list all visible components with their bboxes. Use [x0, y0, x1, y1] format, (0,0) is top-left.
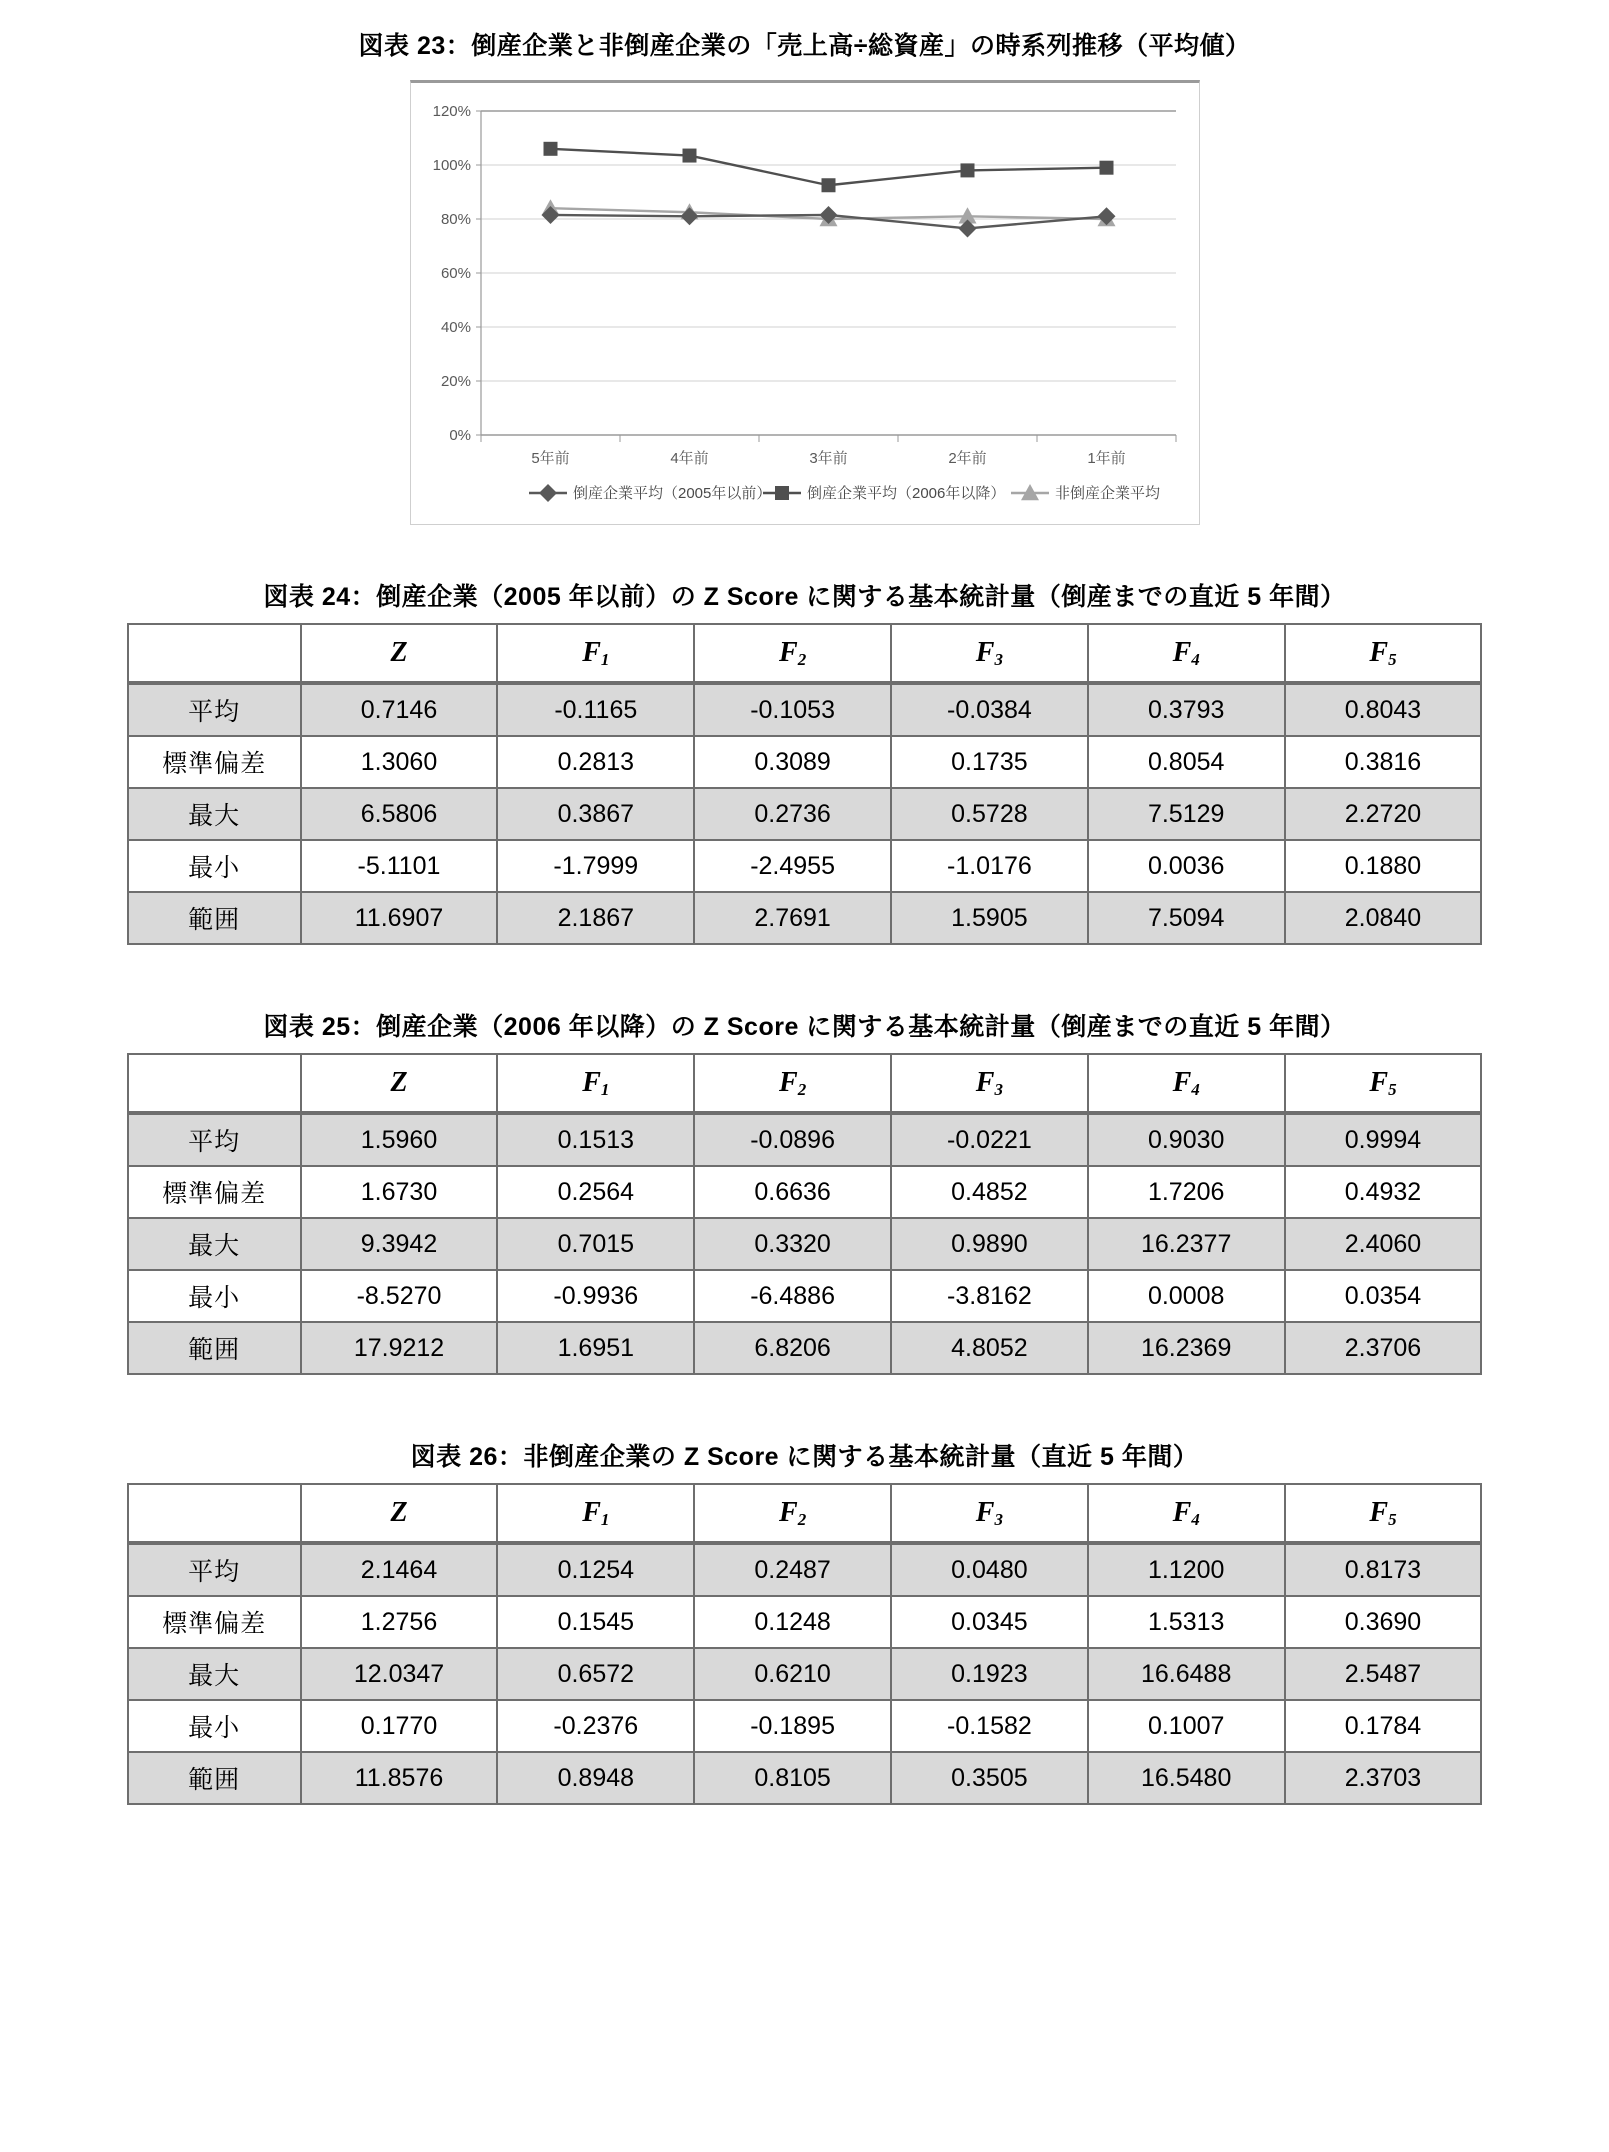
cell-f3: -1.0176 — [891, 840, 1088, 892]
table-row — [128, 1596, 1482, 1648]
cell-z: 9.3942 — [301, 1218, 498, 1270]
column-header-f5 — [1285, 1054, 1482, 1113]
row-label: 範囲 — [128, 1752, 301, 1804]
corner-cell — [128, 624, 301, 683]
symbol-f: $F_1$ — [582, 636, 610, 669]
spacer-top — [0, 0, 1609, 26]
column-header-f4 — [1088, 1054, 1285, 1113]
cell-z: 0.7146 — [301, 683, 498, 736]
symbol-f: $F_4$ — [1172, 1066, 1200, 1099]
row-label: 最小 — [128, 1700, 301, 1752]
cell-f3: -0.0384 — [891, 683, 1088, 736]
table-25-header — [128, 1054, 1482, 1113]
x-axis-tick-label: 1年前 — [1086, 450, 1126, 467]
cell-f1: 0.1545 — [497, 1596, 694, 1648]
symbol-z: Z — [390, 637, 408, 668]
x-axis-tick-label: 5年前 — [530, 450, 570, 467]
cell-f5: 0.1784 — [1285, 1700, 1482, 1752]
row-label: 最大 — [128, 788, 301, 840]
x-axis-tick-label: 3年前 — [808, 450, 848, 467]
cell-f5: 0.3690 — [1285, 1596, 1482, 1648]
symbol-f: $F_5$ — [1369, 1496, 1397, 1529]
column-header-f5 — [1285, 624, 1482, 683]
table-row — [128, 788, 1482, 840]
cell-f3: 0.0345 — [891, 1596, 1088, 1648]
cell-z: 1.6730 — [301, 1166, 498, 1218]
cell-f1: 0.2813 — [497, 736, 694, 788]
legend-marker — [539, 484, 557, 502]
table-row — [128, 1113, 1482, 1166]
cell-f2: 0.1248 — [694, 1596, 891, 1648]
cell-f5: 0.4932 — [1285, 1166, 1482, 1218]
cell-f2: -0.1053 — [694, 683, 891, 736]
data-point-marker — [960, 163, 974, 177]
y-axis-tick-label: 20% — [440, 373, 471, 390]
cell-f1: 0.1254 — [497, 1543, 694, 1596]
cell-z: 6.5806 — [301, 788, 498, 840]
column-header-f1 — [497, 1484, 694, 1543]
x-axis-tick-label: 2年前 — [947, 450, 987, 467]
x-axis-tick-label: 4年前 — [669, 450, 709, 467]
column-header-f3 — [891, 1054, 1088, 1113]
cell-z: 11.8576 — [301, 1752, 498, 1804]
symbol-f: $F_4$ — [1172, 1496, 1200, 1529]
symbol-f: $F_1$ — [582, 1066, 610, 1099]
cell-f1: -0.2376 — [497, 1700, 694, 1752]
table-header-row — [128, 1484, 1482, 1543]
cell-f4: 0.8054 — [1088, 736, 1285, 788]
symbol-z: Z — [390, 1497, 408, 1528]
cell-f4: 7.5129 — [1088, 788, 1285, 840]
table-row — [128, 683, 1482, 736]
cell-f2: 0.8105 — [694, 1752, 891, 1804]
cell-f4: 16.2369 — [1088, 1322, 1285, 1374]
cell-z: 1.5960 — [301, 1113, 498, 1166]
y-axis-tick-label: 100% — [432, 157, 471, 174]
cell-z: 1.2756 — [301, 1596, 498, 1648]
table-26-body — [128, 1543, 1482, 1804]
spacer-24 — [0, 525, 1609, 577]
cell-f5: 2.3706 — [1285, 1322, 1482, 1374]
cell-f3: 0.3505 — [891, 1752, 1088, 1804]
cell-f4: 1.1200 — [1088, 1543, 1285, 1596]
figure-23-chart — [410, 80, 1200, 525]
column-header-f2 — [694, 1054, 891, 1113]
legend-marker — [775, 486, 789, 500]
column-header-f3 — [891, 1484, 1088, 1543]
cell-f1: 0.8948 — [497, 1752, 694, 1804]
cell-f2: -6.4886 — [694, 1270, 891, 1322]
cell-z: 0.1770 — [301, 1700, 498, 1752]
cell-f3: 0.1923 — [891, 1648, 1088, 1700]
cell-f4: 0.1007 — [1088, 1700, 1285, 1752]
table-row — [128, 1166, 1482, 1218]
symbol-f: $F_5$ — [1369, 1066, 1397, 1099]
y-axis-tick-label: 60% — [440, 265, 471, 282]
figure-24-title: 図表 24：倒産企業（2005 年以前）の Z Score に関する基本統計量（倒産までの直近 5 年間） — [263, 583, 1346, 611]
data-point-marker — [543, 142, 557, 156]
symbol-f: $F_3$ — [975, 636, 1003, 669]
row-label: 標準偏差 — [128, 736, 301, 788]
column-header-z — [301, 1054, 498, 1113]
corner-cell — [128, 1054, 301, 1113]
cell-f4: 1.5313 — [1088, 1596, 1285, 1648]
spacer-26 — [0, 1375, 1609, 1437]
column-header-f2 — [694, 624, 891, 683]
cell-f2: -0.1895 — [694, 1700, 891, 1752]
symbol-f: $F_3$ — [975, 1066, 1003, 1099]
y-axis-tick-label: 80% — [440, 211, 471, 228]
row-label: 最小 — [128, 840, 301, 892]
cell-f4: 16.6488 — [1088, 1648, 1285, 1700]
cell-f4: 1.7206 — [1088, 1166, 1285, 1218]
column-header-f1 — [497, 624, 694, 683]
cell-f1: 1.6951 — [497, 1322, 694, 1374]
legend-label: 倒産企業平均（2005年以前） — [572, 485, 771, 502]
cell-z: 12.0347 — [301, 1648, 498, 1700]
table-24-header — [128, 624, 1482, 683]
table-row — [128, 1218, 1482, 1270]
table-24-body — [128, 683, 1482, 944]
cell-z: -8.5270 — [301, 1270, 498, 1322]
cell-f2: 6.8206 — [694, 1322, 891, 1374]
cell-f4: 7.5094 — [1088, 892, 1285, 944]
cell-f5: 2.4060 — [1285, 1218, 1482, 1270]
table-header-row — [128, 624, 1482, 683]
y-axis-tick-label: 40% — [440, 319, 471, 336]
cell-f1: -0.1165 — [497, 683, 694, 736]
cell-z: -5.1101 — [301, 840, 498, 892]
cell-f5: 0.1880 — [1285, 840, 1482, 892]
cell-f5: 2.3703 — [1285, 1752, 1482, 1804]
row-label: 範囲 — [128, 892, 301, 944]
column-header-f4 — [1088, 624, 1285, 683]
cell-f2: 0.3320 — [694, 1218, 891, 1270]
legend-item-3 — [1011, 484, 1160, 502]
symbol-f: $F_3$ — [975, 1496, 1003, 1529]
cell-f3: 4.8052 — [891, 1322, 1088, 1374]
cell-f3: 1.5905 — [891, 892, 1088, 944]
cell-f1: 0.7015 — [497, 1218, 694, 1270]
cell-f3: 0.5728 — [891, 788, 1088, 840]
cell-z: 1.3060 — [301, 736, 498, 788]
cell-f2: 0.6636 — [694, 1166, 891, 1218]
cell-f2: 0.2487 — [694, 1543, 891, 1596]
column-header-f2 — [694, 1484, 891, 1543]
figure-26-table — [127, 1483, 1483, 1805]
figure-23-title: 図表 23：倒産企業と非倒産企業の「売上高÷総資産」の時系列推移（平均値） — [358, 32, 1251, 60]
cell-f5: 0.8043 — [1285, 683, 1482, 736]
figure-26-title: 図表 26：非倒産企業の Z Score に関する基本統計量（直近 5 年間） — [410, 1443, 1199, 1471]
cell-f3: -0.1582 — [891, 1700, 1088, 1752]
cell-f3: 0.9890 — [891, 1218, 1088, 1270]
table-25-body — [128, 1113, 1482, 1374]
legend-item-1 — [529, 484, 771, 502]
cell-f2: 2.7691 — [694, 892, 891, 944]
table-row — [128, 1700, 1482, 1752]
y-axis-tick-label: 0% — [448, 427, 471, 444]
cell-f4: 16.5480 — [1088, 1752, 1285, 1804]
data-point-marker — [1099, 161, 1113, 175]
cell-z: 2.1464 — [301, 1543, 498, 1596]
data-point-marker — [821, 178, 835, 192]
cell-f5: 0.3816 — [1285, 736, 1482, 788]
row-label: 標準偏差 — [128, 1166, 301, 1218]
cell-f5: 2.0840 — [1285, 892, 1482, 944]
cell-f4: 0.3793 — [1088, 683, 1285, 736]
data-point-marker — [682, 149, 696, 163]
cell-f3: -0.0221 — [891, 1113, 1088, 1166]
cell-f3: 0.4852 — [891, 1166, 1088, 1218]
symbol-f: $F_4$ — [1172, 636, 1200, 669]
row-label: 最大 — [128, 1648, 301, 1700]
corner-cell — [128, 1484, 301, 1543]
symbol-f: $F_5$ — [1369, 636, 1397, 669]
cell-f1: 0.3867 — [497, 788, 694, 840]
figure-24-table — [127, 623, 1483, 945]
line-chart-svg — [411, 83, 1199, 524]
table-row — [128, 1543, 1482, 1596]
cell-f2: -0.0896 — [694, 1113, 891, 1166]
cell-f4: 16.2377 — [1088, 1218, 1285, 1270]
cell-f5: 2.2720 — [1285, 788, 1482, 840]
row-label: 平均 — [128, 1113, 301, 1166]
cell-f1: -1.7999 — [497, 840, 694, 892]
cell-f5: 2.5487 — [1285, 1648, 1482, 1700]
table-row — [128, 840, 1482, 892]
symbol-z: Z — [390, 1067, 408, 1098]
cell-f2: 0.6210 — [694, 1648, 891, 1700]
y-axis-tick-label: 120% — [432, 103, 471, 120]
symbol-f: $F_1$ — [582, 1496, 610, 1529]
row-label: 標準偏差 — [128, 1596, 301, 1648]
column-header-f4 — [1088, 1484, 1285, 1543]
cell-f5: 0.8173 — [1285, 1543, 1482, 1596]
cell-f4: 0.0008 — [1088, 1270, 1285, 1322]
cell-f5: 0.0354 — [1285, 1270, 1482, 1322]
cell-z: 11.6907 — [301, 892, 498, 944]
table-row — [128, 736, 1482, 788]
legend-item-2 — [763, 484, 1005, 502]
table-header-row — [128, 1054, 1482, 1113]
cell-f1: 0.6572 — [497, 1648, 694, 1700]
cell-f4: 0.9030 — [1088, 1113, 1285, 1166]
column-header-z — [301, 624, 498, 683]
row-label: 平均 — [128, 1543, 301, 1596]
row-label: 平均 — [128, 683, 301, 736]
cell-f3: 0.0480 — [891, 1543, 1088, 1596]
spacer-25 — [0, 945, 1609, 1007]
cell-f2: 0.3089 — [694, 736, 891, 788]
symbol-f: $F_2$ — [779, 1496, 807, 1529]
symbol-f: $F_2$ — [779, 1066, 807, 1099]
symbol-f: $F_2$ — [779, 636, 807, 669]
column-header-f1 — [497, 1054, 694, 1113]
legend-label: 非倒産企業平均 — [1054, 485, 1160, 502]
row-label: 最小 — [128, 1270, 301, 1322]
table-row — [128, 1648, 1482, 1700]
cell-f5: 0.9994 — [1285, 1113, 1482, 1166]
row-label: 最大 — [128, 1218, 301, 1270]
cell-f4: 0.0036 — [1088, 840, 1285, 892]
column-header-f3 — [891, 624, 1088, 683]
table-row — [128, 892, 1482, 944]
cell-f1: 2.1867 — [497, 892, 694, 944]
cell-f2: -2.4955 — [694, 840, 891, 892]
cell-f2: 0.2736 — [694, 788, 891, 840]
cell-f1: 0.2564 — [497, 1166, 694, 1218]
cell-f1: 0.1513 — [497, 1113, 694, 1166]
cell-f3: 0.1735 — [891, 736, 1088, 788]
table-row — [128, 1752, 1482, 1804]
cell-f1: -0.9936 — [497, 1270, 694, 1322]
column-header-f5 — [1285, 1484, 1482, 1543]
row-label: 範囲 — [128, 1322, 301, 1374]
column-header-z — [301, 1484, 498, 1543]
cell-z: 17.9212 — [301, 1322, 498, 1374]
figure-25-title: 図表 25：倒産企業（2006 年以降）の Z Score に関する基本統計量（倒産までの直近 5 年間） — [263, 1013, 1346, 1041]
table-row — [128, 1270, 1482, 1322]
figure-25-table — [127, 1053, 1483, 1375]
table-26-header — [128, 1484, 1482, 1543]
table-row — [128, 1322, 1482, 1374]
legend-label: 倒産企業平均（2006年以降） — [806, 485, 1005, 502]
cell-f3: -3.8162 — [891, 1270, 1088, 1322]
